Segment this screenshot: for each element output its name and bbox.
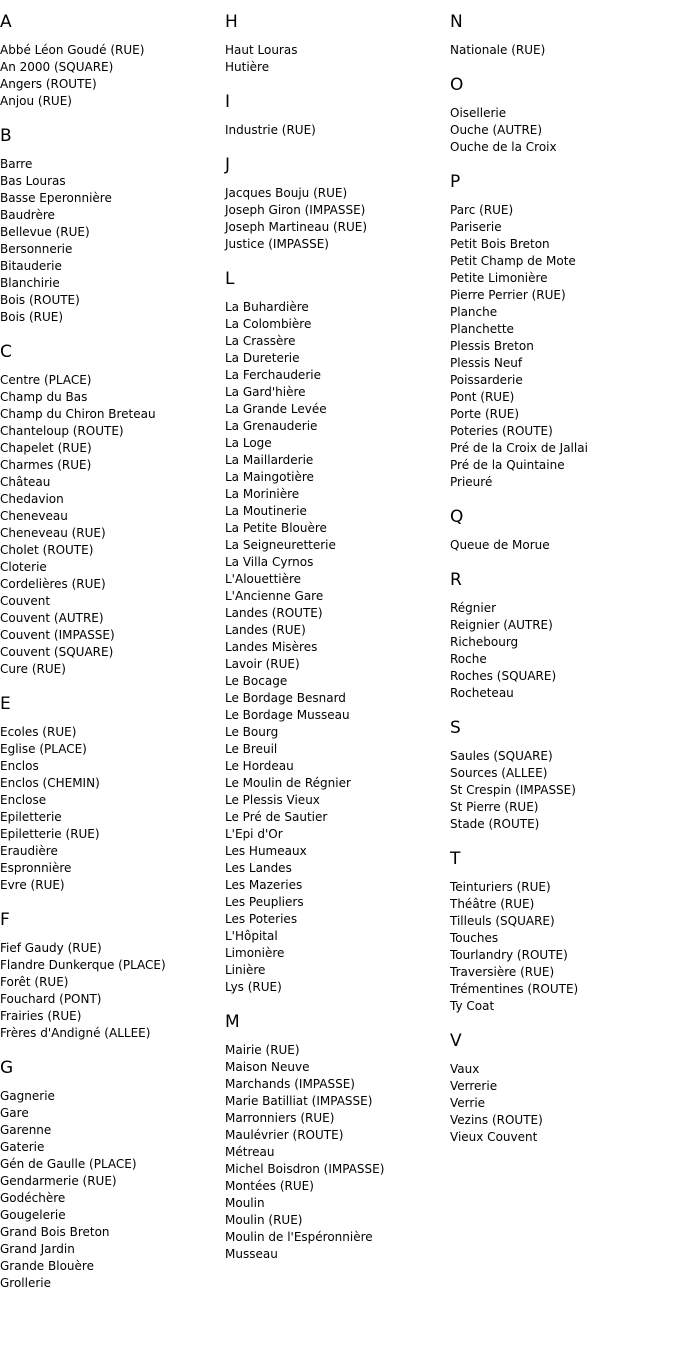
- street-link[interactable]: Rocheteau: [450, 686, 514, 700]
- street-link[interactable]: Evre (RUE): [0, 878, 65, 892]
- street-link[interactable]: Vezins (ROUTE): [450, 1113, 543, 1127]
- street-link[interactable]: Godéchère: [0, 1191, 66, 1205]
- street-link[interactable]: Couvent (IMPASSE): [0, 628, 115, 642]
- street-link[interactable]: Garenne: [0, 1123, 52, 1137]
- street-link[interactable]: Grand Bois Breton: [0, 1225, 110, 1239]
- street-link[interactable]: Gougelerie: [0, 1208, 66, 1222]
- street-link[interactable]: Verrerie: [450, 1079, 498, 1093]
- letter-section: [225, 92, 445, 139]
- street-link[interactable]: Le Bordage Musseau: [225, 708, 350, 722]
- letter-section: [450, 849, 670, 1015]
- street-link[interactable]: Porte (RUE): [450, 407, 520, 421]
- street-link[interactable]: Le Hordeau: [225, 759, 294, 773]
- letter-section: [225, 269, 445, 996]
- street-link[interactable]: Landes (RUE): [225, 623, 306, 637]
- street-link[interactable]: Les Humeaux: [225, 844, 307, 858]
- street-link[interactable]: Vieux Couvent: [450, 1130, 538, 1144]
- street-link[interactable]: Roche: [450, 652, 487, 666]
- street-link[interactable]: Maulévrier (ROUTE): [225, 1128, 344, 1142]
- street-link[interactable]: Fouchard (PONT): [0, 992, 102, 1006]
- street-link[interactable]: L'Ancienne Gare: [225, 589, 324, 603]
- street-link[interactable]: Cordelières (RUE): [0, 577, 106, 591]
- section-letter-heading: V: [450, 1031, 462, 1051]
- street-link[interactable]: Ouche (AUTRE): [450, 123, 543, 137]
- street-link[interactable]: Justice (IMPASSE): [225, 237, 329, 251]
- letter-section: [450, 12, 670, 59]
- street-link[interactable]: Le Bourg: [225, 725, 279, 739]
- street-link[interactable]: Les Landes: [225, 861, 292, 875]
- street-link[interactable]: Sources (ALLEE): [450, 766, 548, 780]
- street-link[interactable]: Landes (ROUTE): [225, 606, 323, 620]
- street-link[interactable]: La Grande Levée: [225, 402, 327, 416]
- section-letter-heading: O: [450, 75, 464, 95]
- street-link[interactable]: Régnier: [450, 601, 497, 615]
- letter-section: [0, 342, 220, 678]
- street-link[interactable]: Marronniers (RUE): [225, 1111, 335, 1125]
- street-link[interactable]: Cheneveau: [0, 509, 68, 523]
- street-link[interactable]: La Colombière: [225, 317, 312, 331]
- letter-section: [450, 75, 670, 156]
- street-link[interactable]: Angers (ROUTE): [0, 77, 97, 91]
- street-link[interactable]: Reignier (AUTRE): [450, 618, 553, 632]
- street-link[interactable]: Bois (RUE): [0, 310, 64, 324]
- street-link[interactable]: Chedavion: [0, 492, 64, 506]
- street-link[interactable]: Landes Misères: [225, 640, 318, 654]
- section-letter-heading: G: [0, 1058, 14, 1078]
- section-letter-heading: T: [450, 849, 461, 869]
- street-link[interactable]: Moulin: [225, 1196, 265, 1210]
- street-link[interactable]: Pré de la Quintaine: [450, 458, 565, 472]
- street-link[interactable]: Hutière: [225, 60, 270, 74]
- street-link[interactable]: Nationale (RUE): [450, 43, 546, 57]
- street-link[interactable]: Flandre Dunkerque (PLACE): [0, 958, 166, 972]
- street-index-column-1: [0, 12, 220, 1308]
- street-link[interactable]: Moulin (RUE): [225, 1213, 303, 1227]
- street-index-column-3: [450, 12, 670, 1162]
- street-link[interactable]: Traversière (RUE): [450, 965, 555, 979]
- street-link[interactable]: Industrie (RUE): [225, 123, 316, 137]
- letter-section: [225, 155, 445, 253]
- letter-section: [0, 12, 220, 110]
- section-letter-heading: M: [225, 1012, 240, 1032]
- street-link[interactable]: Ouche de la Croix: [450, 140, 557, 154]
- street-link[interactable]: Bois (ROUTE): [0, 293, 80, 307]
- section-letter-heading: L: [225, 269, 235, 289]
- street-link[interactable]: Château: [0, 475, 51, 489]
- street-link[interactable]: La Buhardière: [225, 300, 309, 314]
- section-letter-heading: E: [0, 694, 11, 714]
- street-link[interactable]: Maison Neuve: [225, 1060, 310, 1074]
- section-letter-heading: H: [225, 12, 238, 32]
- street-link[interactable]: Bas Louras: [0, 174, 66, 188]
- street-link[interactable]: Les Poteries: [225, 912, 298, 926]
- street-link[interactable]: La Maingotière: [225, 470, 314, 484]
- street-link[interactable]: Cure (RUE): [0, 662, 66, 676]
- street-link[interactable]: La Moutinerie: [225, 504, 307, 518]
- street-link[interactable]: Richebourg: [450, 635, 519, 649]
- letter-section: [0, 1058, 220, 1292]
- street-link[interactable]: Lavoir (RUE): [225, 657, 300, 671]
- street-link[interactable]: La Crassère: [225, 334, 296, 348]
- street-link[interactable]: Champ du Bas: [0, 390, 88, 404]
- letter-section: [450, 570, 670, 702]
- letter-section: [0, 126, 220, 326]
- street-link[interactable]: Ty Coat: [450, 999, 495, 1013]
- letter-section: [225, 1012, 445, 1263]
- street-link[interactable]: La Ferchauderie: [225, 368, 321, 382]
- street-link[interactable]: Enclose: [0, 793, 47, 807]
- street-link[interactable]: Queue de Morue: [450, 538, 550, 552]
- section-letter-heading: S: [450, 718, 461, 738]
- street-link[interactable]: Marie Batilliat (IMPASSE): [225, 1094, 373, 1108]
- street-link[interactable]: Les Peupliers: [225, 895, 304, 909]
- letter-section: [450, 1031, 670, 1146]
- street-link[interactable]: Bersonnerie: [0, 242, 73, 256]
- street-link[interactable]: Prieuré: [450, 475, 493, 489]
- street-link[interactable]: Métreau: [225, 1145, 275, 1159]
- street-link[interactable]: Stade (ROUTE): [450, 817, 540, 831]
- street-link[interactable]: Planche: [450, 305, 498, 319]
- street-link[interactable]: Chapelet (RUE): [0, 441, 92, 455]
- street-link[interactable]: Anjou (RUE): [0, 94, 72, 108]
- street-link[interactable]: Couvent (AUTRE): [0, 611, 104, 625]
- street-link[interactable]: Montées (RUE): [225, 1179, 314, 1193]
- street-link[interactable]: St Crespin (IMPASSE): [450, 783, 576, 797]
- street-link[interactable]: Epiletterie (RUE): [0, 827, 100, 841]
- street-link[interactable]: Grollerie: [0, 1276, 52, 1290]
- street-link[interactable]: Poissarderie: [450, 373, 523, 387]
- section-letter-heading: F: [0, 910, 10, 930]
- street-link[interactable]: La Gard'hière: [225, 385, 306, 399]
- street-link[interactable]: L'Alouettière: [225, 572, 302, 586]
- street-link[interactable]: Gaterie: [0, 1140, 45, 1154]
- street-link[interactable]: Pont (RUE): [450, 390, 515, 404]
- street-link[interactable]: Le Bocage: [225, 674, 288, 688]
- street-link[interactable]: Frairies (RUE): [0, 1009, 82, 1023]
- street-link[interactable]: Grande Blouère: [0, 1259, 94, 1273]
- street-link[interactable]: Le Plessis Vieux: [225, 793, 320, 807]
- letter-section: [0, 694, 220, 894]
- street-link[interactable]: Teinturiers (RUE): [450, 880, 551, 894]
- street-link[interactable]: Le Pré de Sautier: [225, 810, 328, 824]
- street-link[interactable]: Théâtre (RUE): [450, 897, 535, 911]
- street-link[interactable]: Mairie (RUE): [225, 1043, 300, 1057]
- street-link[interactable]: Couvent: [0, 594, 51, 608]
- street-link[interactable]: Eraudière: [0, 844, 58, 858]
- street-link[interactable]: Haut Louras: [225, 43, 298, 57]
- street-link[interactable]: Baudrère: [0, 208, 55, 222]
- street-link[interactable]: Epiletterie: [0, 810, 62, 824]
- street-link[interactable]: Eglise (PLACE): [0, 742, 87, 756]
- street-link[interactable]: Parc (RUE): [450, 203, 514, 217]
- street-link[interactable]: Petite Limonière: [450, 271, 548, 285]
- letter-section: [450, 172, 670, 491]
- street-link[interactable]: Moulin de l'Espéronnière: [225, 1230, 373, 1244]
- street-link[interactable]: An 2000 (SQUARE): [0, 60, 114, 74]
- street-link[interactable]: Cholet (ROUTE): [0, 543, 94, 557]
- street-link[interactable]: St Pierre (RUE): [450, 800, 539, 814]
- street-index-column-2: [225, 12, 445, 1279]
- section-letter-heading: J: [225, 155, 231, 175]
- street-link[interactable]: Pré de la Croix de Jallai: [450, 441, 588, 455]
- street-link[interactable]: Saules (SQUARE): [450, 749, 553, 763]
- street-link[interactable]: L'Hôpital: [225, 929, 278, 943]
- street-link[interactable]: La Loge: [225, 436, 272, 450]
- street-link[interactable]: Tilleuls (SQUARE): [450, 914, 555, 928]
- street-link[interactable]: Le Breuil: [225, 742, 278, 756]
- street-link[interactable]: La Grenauderie: [225, 419, 318, 433]
- street-link[interactable]: Le Bordage Besnard: [225, 691, 346, 705]
- street-link[interactable]: Basse Eperonnière: [0, 191, 112, 205]
- section-letter-heading: Q: [450, 507, 464, 527]
- street-link[interactable]: Poteries (ROUTE): [450, 424, 553, 438]
- street-link[interactable]: Pierre Perrier (RUE): [450, 288, 566, 302]
- section-letter-heading: B: [0, 126, 12, 146]
- street-link[interactable]: Champ du Chiron Breteau: [0, 407, 156, 421]
- street-link[interactable]: Gare: [0, 1106, 29, 1120]
- street-link[interactable]: Les Mazeries: [225, 878, 303, 892]
- street-link[interactable]: La Dureterie: [225, 351, 300, 365]
- street-link[interactable]: Fief Gaudy (RUE): [0, 941, 102, 955]
- street-link[interactable]: Plessis Breton: [450, 339, 534, 353]
- street-link[interactable]: Enclos (CHEMIN): [0, 776, 100, 790]
- section-letter-heading: R: [450, 570, 462, 590]
- section-letter-heading: A: [0, 12, 12, 32]
- letter-section: [0, 910, 220, 1042]
- street-link[interactable]: Charmes (RUE): [0, 458, 92, 472]
- street-link[interactable]: Joseph Martineau (RUE): [225, 220, 368, 234]
- section-letter-heading: I: [225, 92, 231, 112]
- street-link[interactable]: Musseau: [225, 1247, 278, 1261]
- street-link[interactable]: Couvent (SQUARE): [0, 645, 114, 659]
- street-link[interactable]: Bitauderie: [0, 259, 62, 273]
- street-link[interactable]: Limonière: [225, 946, 285, 960]
- street-link[interactable]: Gén de Gaulle (PLACE): [0, 1157, 137, 1171]
- street-link[interactable]: Gagnerie: [0, 1089, 55, 1103]
- street-link[interactable]: La Petite Blouère: [225, 521, 327, 535]
- street-link[interactable]: Michel Boisdron (IMPASSE): [225, 1162, 385, 1176]
- street-link[interactable]: La Morinière: [225, 487, 300, 501]
- street-link[interactable]: Petit Champ de Mote: [450, 254, 576, 268]
- street-link[interactable]: Barre: [0, 157, 33, 171]
- street-link[interactable]: Centre (PLACE): [0, 373, 92, 387]
- street-link[interactable]: Le Moulin de Régnier: [225, 776, 351, 790]
- street-link[interactable]: Lys (RUE): [225, 980, 282, 994]
- street-link[interactable]: Plessis Neuf: [450, 356, 523, 370]
- letter-section: [225, 12, 445, 76]
- street-link[interactable]: Chanteloup (ROUTE): [0, 424, 124, 438]
- street-link[interactable]: Vaux: [450, 1062, 480, 1076]
- street-link[interactable]: Jacques Bouju (RUE): [225, 186, 348, 200]
- street-link[interactable]: Forêt (RUE): [0, 975, 69, 989]
- street-link[interactable]: Pariserie: [450, 220, 502, 234]
- letter-section: [450, 507, 670, 554]
- street-link[interactable]: Grand Jardin: [0, 1242, 75, 1256]
- street-link[interactable]: Verrie: [450, 1096, 486, 1110]
- section-letter-heading: C: [0, 342, 12, 362]
- letter-section: [450, 718, 670, 833]
- street-link[interactable]: Roches (SQUARE): [450, 669, 557, 683]
- section-letter-heading: P: [450, 172, 461, 192]
- street-link[interactable]: Oisellerie: [450, 106, 507, 120]
- street-link[interactable]: Marchands (IMPASSE): [225, 1077, 355, 1091]
- street-link[interactable]: Frères d'Andigné (ALLEE): [0, 1026, 151, 1040]
- street-link[interactable]: Petit Bois Breton: [450, 237, 550, 251]
- street-link[interactable]: Linière: [225, 963, 266, 977]
- street-link[interactable]: Cloterie: [0, 560, 47, 574]
- street-link[interactable]: Trémentines (ROUTE): [450, 982, 579, 996]
- street-link[interactable]: L'Epi d'Or: [225, 827, 283, 841]
- street-link[interactable]: Touches: [450, 931, 499, 945]
- street-link[interactable]: Joseph Giron (IMPASSE): [225, 203, 366, 217]
- street-link[interactable]: Abbé Léon Goudé (RUE): [0, 43, 145, 57]
- street-link[interactable]: La Seigneuretterie: [225, 538, 336, 552]
- street-link[interactable]: Tourlandry (ROUTE): [450, 948, 568, 962]
- street-link[interactable]: Ecoles (RUE): [0, 725, 77, 739]
- section-letter-heading: N: [450, 12, 463, 32]
- street-link[interactable]: Enclos: [0, 759, 39, 773]
- street-link[interactable]: Bellevue (RUE): [0, 225, 90, 239]
- street-link[interactable]: Cheneveau (RUE): [0, 526, 106, 540]
- street-link[interactable]: Gendarmerie (RUE): [0, 1174, 117, 1188]
- street-link[interactable]: Planchette: [450, 322, 514, 336]
- street-link[interactable]: La Maillarderie: [225, 453, 314, 467]
- street-link[interactable]: Blanchirie: [0, 276, 60, 290]
- street-link[interactable]: Espronnière: [0, 861, 72, 875]
- street-link[interactable]: La Villa Cyrnos: [225, 555, 314, 569]
